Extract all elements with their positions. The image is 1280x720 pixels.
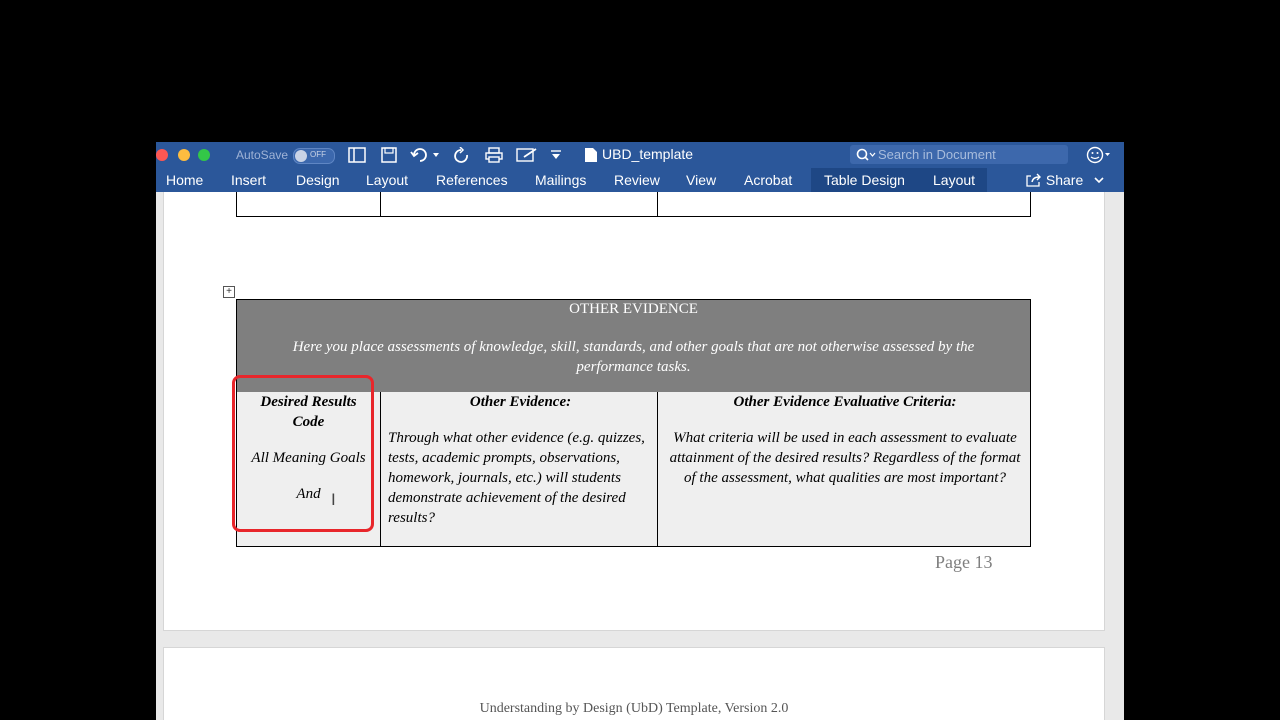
tab-home[interactable]: Home xyxy=(166,172,204,188)
minimize-window-button[interactable] xyxy=(178,149,190,161)
word-window xyxy=(156,142,1124,720)
previous-table-fragment xyxy=(236,192,1031,217)
share-icon xyxy=(1026,173,1042,187)
cell-title: Desired Results Code xyxy=(260,394,357,430)
column-divider xyxy=(657,392,658,546)
highlight-box xyxy=(232,375,374,532)
page-footer: Understanding by Design (UbD) Template, Version 2.0 xyxy=(479,701,789,716)
autosave-toggle[interactable] xyxy=(293,148,335,164)
sidebar-icon[interactable] xyxy=(348,147,366,163)
toggle-knob xyxy=(295,150,307,162)
table-move-handle-icon[interactable]: + xyxy=(223,286,235,298)
document-icon xyxy=(584,147,598,163)
share-button[interactable] xyxy=(1026,172,1105,188)
tab-references[interactable]: References xyxy=(436,172,508,188)
tab-acrobat[interactable]: Acrobat xyxy=(744,172,793,188)
cell-title: Other Evidence: xyxy=(469,394,572,410)
evaluative-criteria-cell[interactable] xyxy=(665,392,1025,488)
tab-view[interactable]: View xyxy=(686,172,717,188)
feedback-smiley-icon[interactable] xyxy=(1086,146,1112,164)
customize-toolbar-icon[interactable] xyxy=(550,147,562,163)
autosave-state: OFF xyxy=(310,150,326,159)
document-title: UBD_template xyxy=(602,146,694,162)
document-page-next[interactable] xyxy=(163,647,1105,720)
other-evidence-cell[interactable] xyxy=(388,392,653,528)
cell-text: What criteria will be used in each assessment to evaluate attainment of the desired results? Regardless of the format of the assessment, what qualities are most important? xyxy=(669,430,1021,486)
cell-title: Other Evidence Evaluative Criteria: xyxy=(733,394,957,410)
tab-review[interactable]: Review xyxy=(614,172,660,188)
table-header-title: OTHER EVIDENCE xyxy=(569,301,698,317)
print-icon[interactable] xyxy=(485,147,503,163)
search-placeholder: Search in Document xyxy=(878,147,996,162)
review-icon[interactable] xyxy=(516,147,538,163)
close-window-button[interactable] xyxy=(156,149,168,161)
table-border xyxy=(380,192,381,216)
ribbon-tabs xyxy=(156,168,1124,192)
tab-mailings[interactable]: Mailings xyxy=(535,172,587,188)
tab-table-design[interactable]: Table Design xyxy=(824,172,905,188)
autosave-label: AutoSave xyxy=(236,148,289,162)
tab-layout[interactable]: Layout xyxy=(366,172,409,188)
search-icon xyxy=(856,148,876,162)
tab-insert[interactable]: Insert xyxy=(231,172,267,188)
maximize-window-button[interactable] xyxy=(198,149,210,161)
table-border xyxy=(657,192,658,216)
tab-table-layout[interactable]: Layout xyxy=(933,172,976,188)
redo-icon[interactable] xyxy=(454,147,472,163)
cell-text: All Meaning Goals xyxy=(251,450,366,466)
cell-text: And xyxy=(296,486,321,502)
title-bar xyxy=(156,142,1124,168)
table-header-description: Here you place assessments of knowledge, skill, standards, and other goals that are not otherwise assessed by the performance tasks. xyxy=(292,339,975,375)
column-divider xyxy=(380,392,381,546)
page-number: Page 13 xyxy=(935,552,993,572)
save-icon[interactable] xyxy=(380,147,398,163)
share-label: Share xyxy=(1045,172,1084,188)
text-cursor-icon: I xyxy=(331,490,336,509)
search-input[interactable] xyxy=(850,145,1068,164)
cell-text: Through what other evidence (e.g. quizzes, tests, academic prompts, observations, homework, journals, etc.) will students demonstrate achievement of the desired results? xyxy=(388,430,645,526)
chevron-down-icon xyxy=(1093,175,1105,185)
undo-icon[interactable] xyxy=(410,147,440,163)
tab-design[interactable]: Design xyxy=(296,172,340,188)
